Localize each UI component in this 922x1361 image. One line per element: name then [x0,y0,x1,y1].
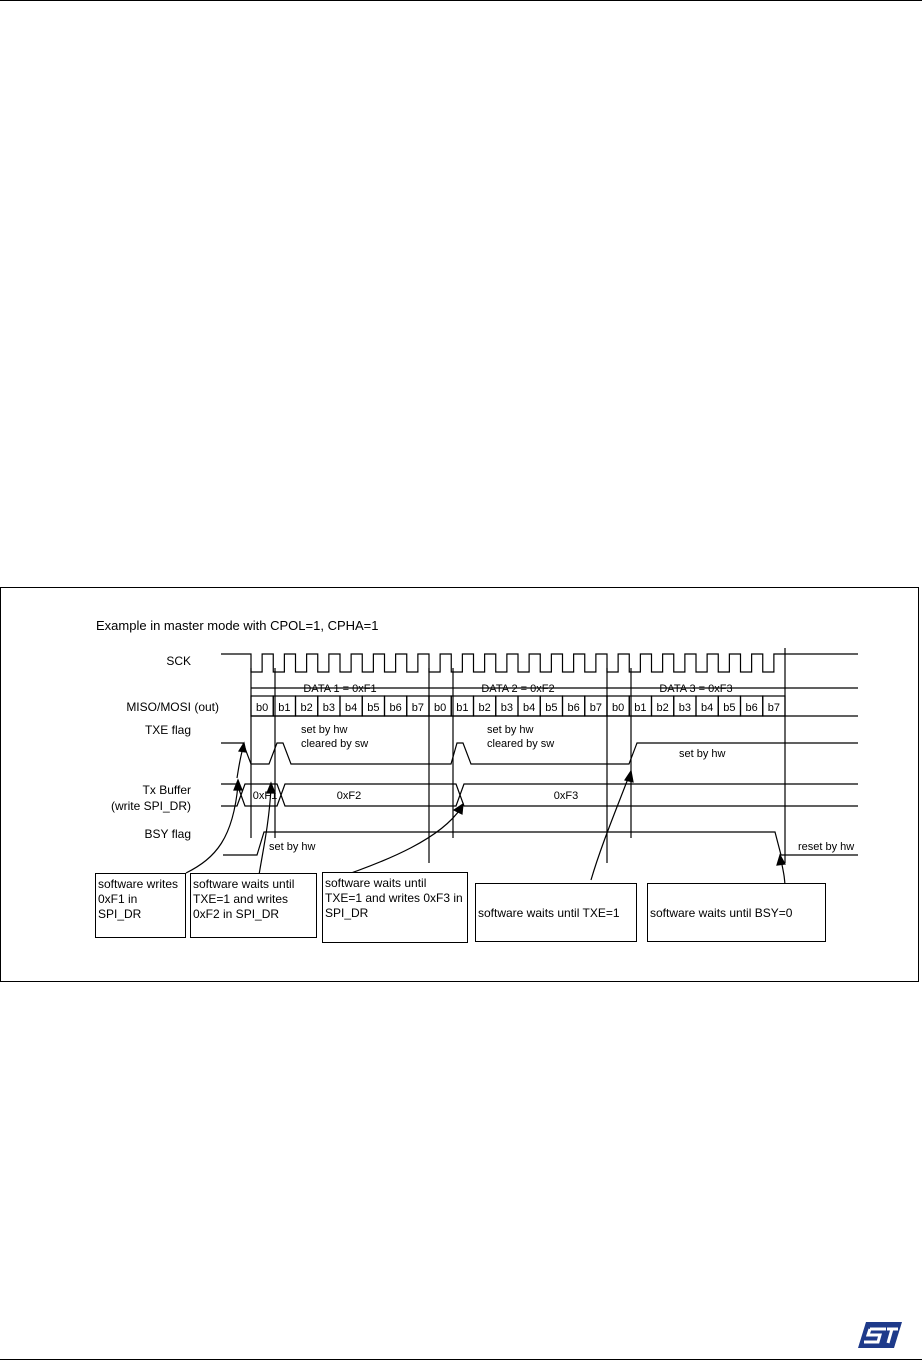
callout-box-4: software waits until TXE=1 [475,883,637,942]
txe-label: TXE flag [144,723,191,737]
bit-label: b7 [411,702,424,714]
callout-box-1: software writes 0xF1 in SPI_DR [95,873,186,938]
bottom-rule [0,1359,922,1360]
bit-label: b1 [456,702,469,714]
bit-label: b5 [723,702,736,714]
bit-label: b5 [545,702,558,714]
txe-annotation: set by hw [301,724,348,736]
txbuf-value: 0xF2 [336,790,362,802]
bit-label: b0 [612,702,625,714]
st-logo-icon [856,1320,904,1350]
bit-label: b0 [256,702,269,714]
sck-label: SCK [166,654,191,668]
bit-label: b3 [678,702,691,714]
bit-label: b6 [745,702,758,714]
bit-label: b3 [500,702,513,714]
txe-annotation: set by hw [679,748,726,760]
bit-label: b7 [589,702,602,714]
bit-label: b1 [634,702,647,714]
bsy-set-annotation: set by hw [269,841,316,853]
bit-label: b2 [300,702,313,714]
data-byte-label: DATA 1 = 0xF1 [303,683,377,695]
bit-label: b4 [345,702,358,714]
bit-label: b6 [567,702,580,714]
bit-label: b5 [367,702,380,714]
callout-box-3: software waits until TXE=1 and writes 0xF3 in SPI_DR [322,872,468,943]
txe-annotation: set by hw [487,724,534,736]
bit-label: b0 [434,702,447,714]
bit-label: b1 [278,702,291,714]
bit-label: b7 [767,702,780,714]
callout-box-2: software waits until TXE=1 and writes 0xF2 in SPI_DR [190,873,317,938]
txe-annotation: cleared by sw [301,738,369,750]
bit-label: b4 [701,702,714,714]
sck-waveform [221,654,858,672]
data-byte-label: DATA 3 = 0xF3 [659,683,733,695]
callout-box-5: software waits until BSY=0 [647,883,826,942]
bsy-reset-annotation: reset by hw [798,841,855,853]
figure-frame [0,587,919,982]
figure-caption: Example in master mode with CPOL=1, CPHA=1 [96,618,379,633]
bit-label: b4 [523,702,536,714]
txe-annotation: cleared by sw [487,738,555,750]
top-rule [0,0,922,1]
bit-label: b3 [322,702,335,714]
txbuf-value: 0xF1 [252,790,278,802]
txbuf-value: 0xF3 [553,790,579,802]
bsy-label: BSY flag [144,827,191,841]
bit-label: b2 [478,702,491,714]
data-byte-label: DATA 2 = 0xF2 [481,683,555,695]
bit-label: b2 [656,702,669,714]
txbuf-label-sub: (write SPI_DR) [110,799,191,813]
miso-mosi-label: MISO/MOSI (out) [126,700,219,714]
bit-label: b6 [389,702,402,714]
txbuf-label: Tx Buffer [142,783,191,797]
